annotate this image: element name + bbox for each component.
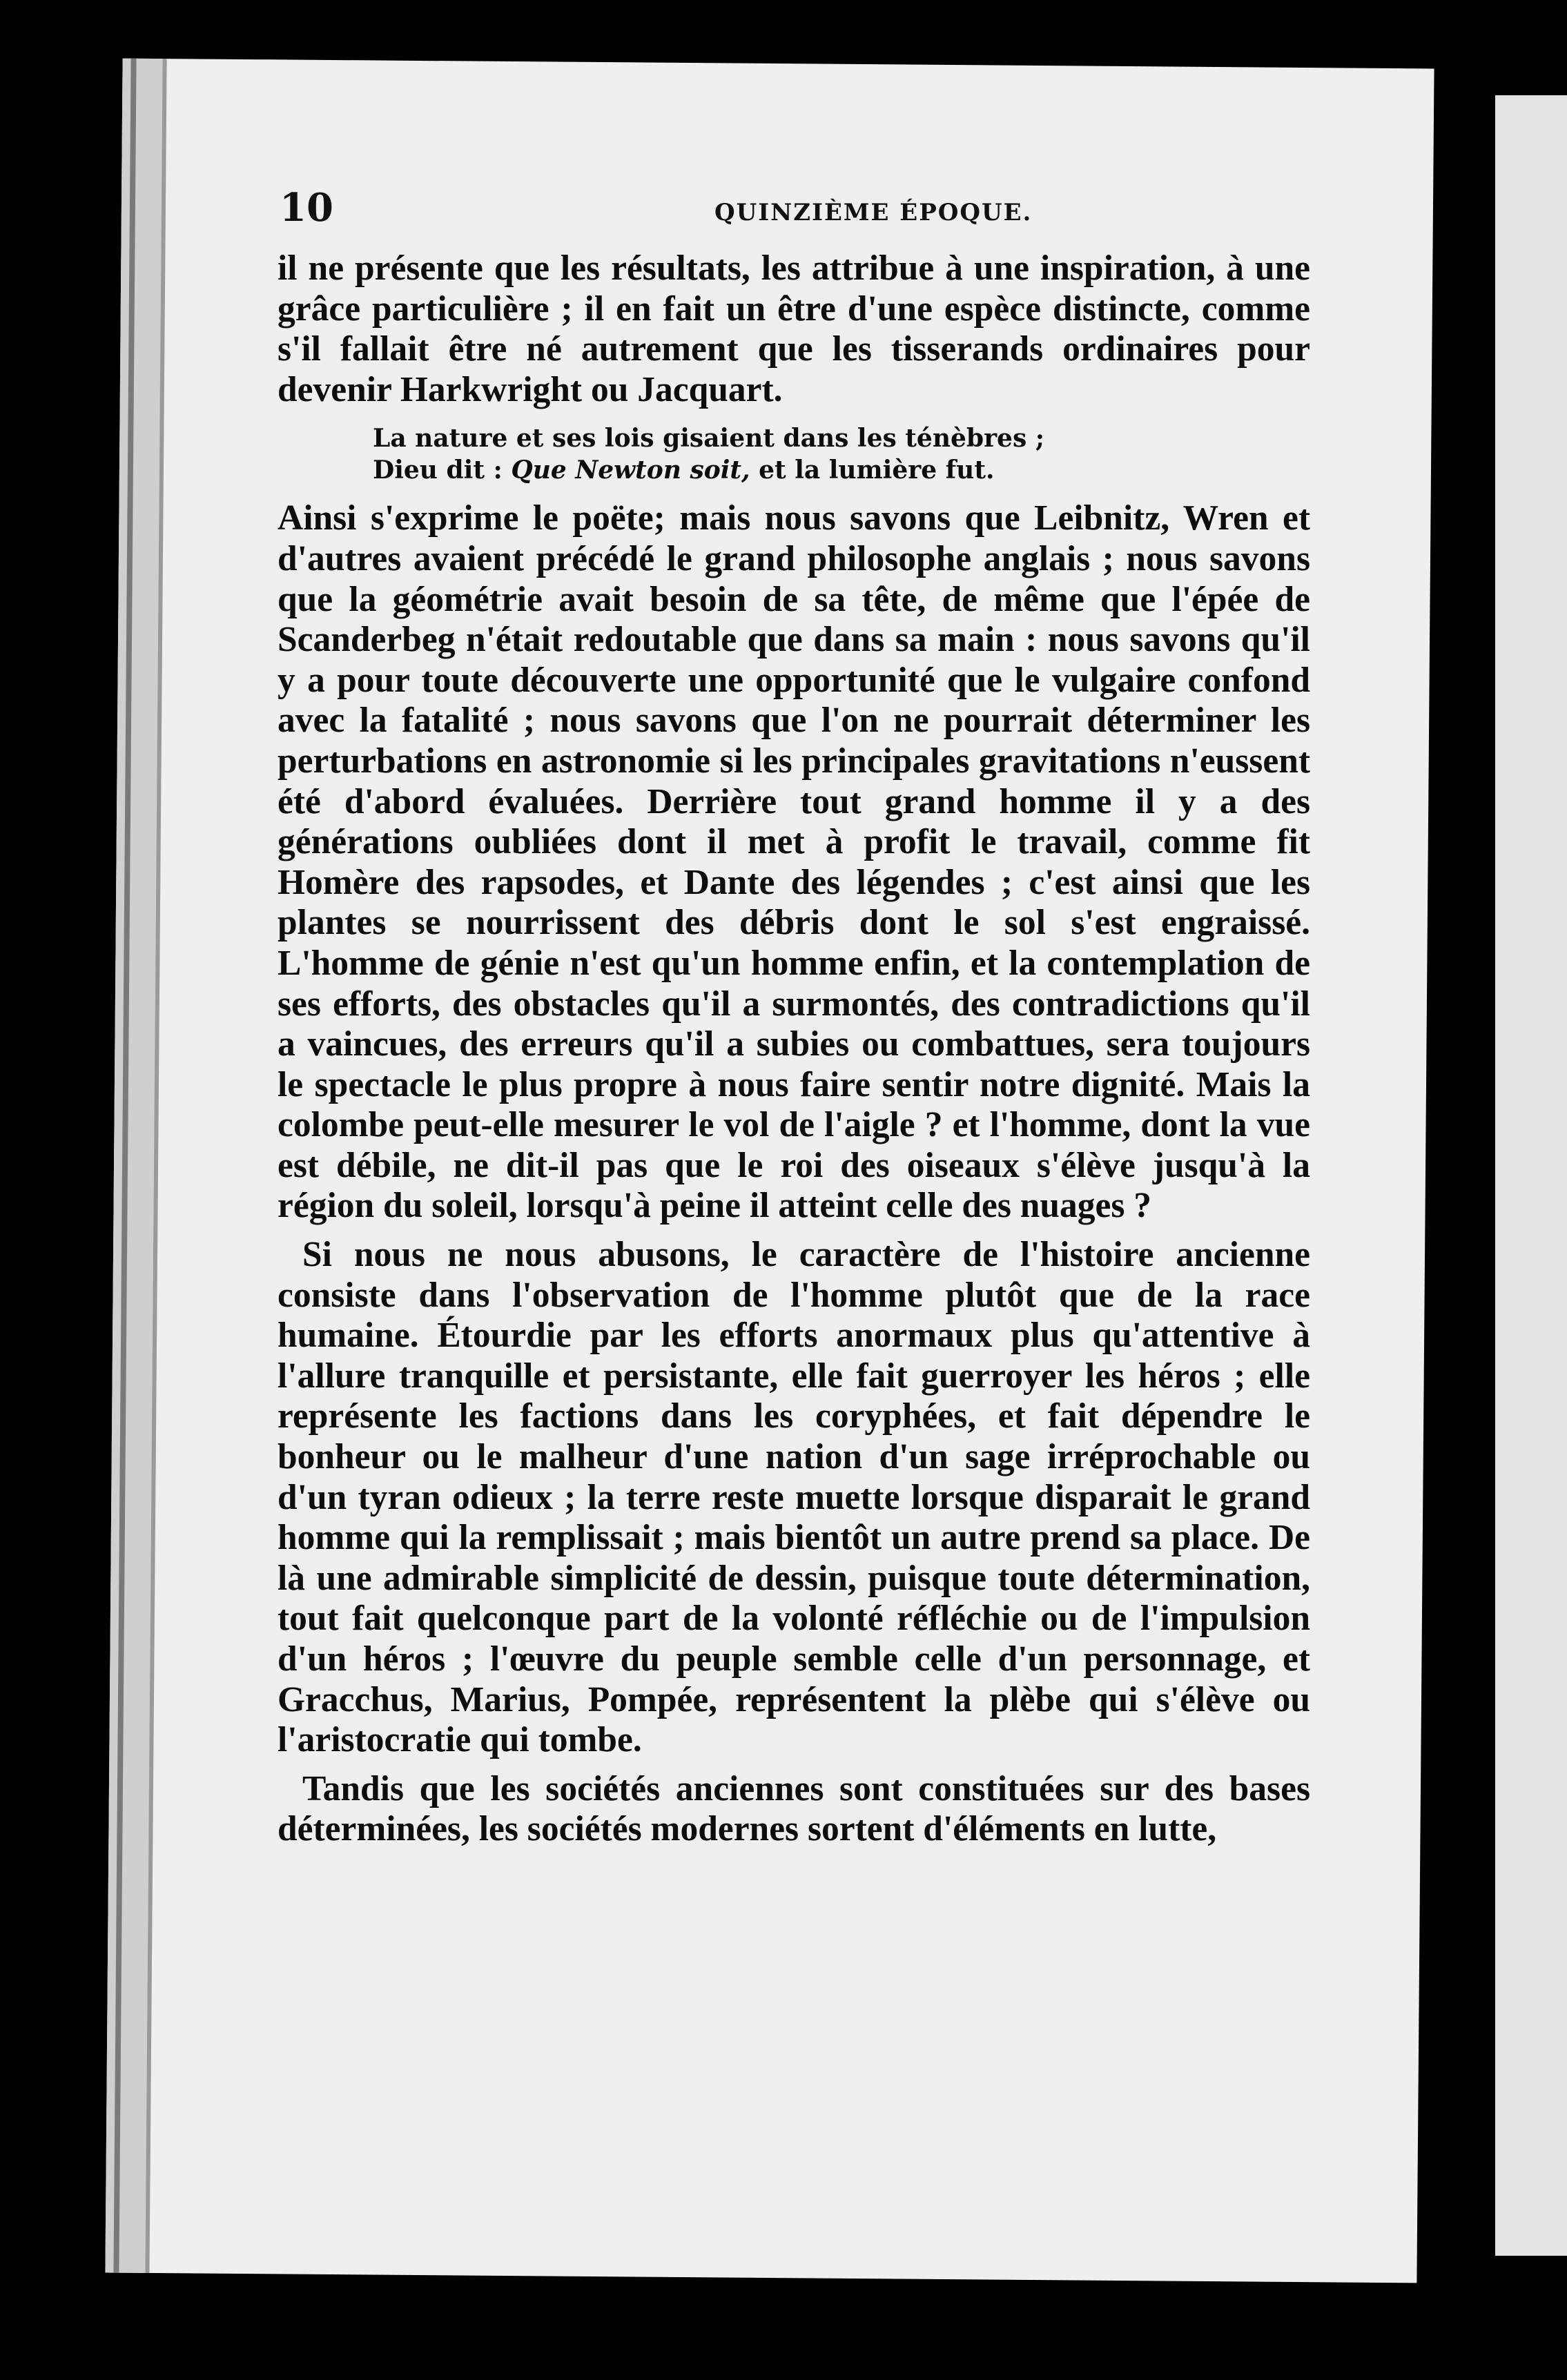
verse-line-2-italic: Que Newton soit, [511,456,750,485]
body-text [278,248,1310,1850]
binding-shadow-line [113,59,136,2273]
page-number: 10 [280,185,333,231]
adjacent-page-edge [1495,95,1567,2256]
verse-line-1: La nature et ses lois gisaient dans les ténèbres ; [373,424,1045,453]
running-head: QUINZIÈME ÉPOQUE. [714,199,1033,226]
paragraph-tandis: Tandis que les sociétés anciennes sont constituées sur des bases déterminées, les sociétés modernes sortent d'éléments en lutte, [278,1768,1310,1849]
paragraph-continuation: il ne présente que les résultats, les attribue à une inspiration, à une grâce particulière ; il en fait un être d'une espèce distincte, comme s'il fallait être né autrement que les tisserands ordinaires pour devenir Harkwright ou Jacquart. [278,248,1310,409]
paragraph-si-nous: Si nous ne nous abusons, le caractère de l'histoire ancienne consiste dans l'observation de l'homme plutôt que de la race humaine. Étourdie par les efforts anormaux plus qu'attentive à l'allure tranquille et persistante, elle fait guerroyer les héros ; elle représente les factions dans les coryphées, et fait dépendre le bonheur ou le malheur d'une nation d'un sage irréprochable ou d'un tyran odieux ; la terre reste muette lorsque disparait le grand homme qui la remplissait ; mais bientôt un autre prend sa place. De là une admirable simplicité de dessin, puisque toute détermination, tout fait quelconque part de la volonté réfléchie ou de l'impulsion d'un héros ; l'œuvre du peuple semble celle d'un personnage, et Gracchus, Marius, Pompée, représentent la plèbe qui s'élève ou l'aristocratie qui tombe. [278,1235,1310,1760]
page-header [280,179,1315,235]
page-binding-edge [105,59,166,2273]
verse-quote [373,422,1310,486]
verse-line-2-start: Dieu dit : [373,456,512,485]
verse-line-2 [373,454,1310,486]
verse-line-2-end: et la lumière fut. [750,456,995,485]
paragraph-ainsi: Ainsi s'exprime le poëte; mais nous savons que Leibnitz, Wren et d'autres avaient précédé le grand philosophe anglais ; nous savons que la géométrie avait besoin de sa tête, de même que l'épée de Scanderbeg n'était redoutable que dans sa main : nous savons qu'il y a pour toute découverte une opportunité que le vulgaire confond avec la fatalité ; nous savons que l'on ne pourrait déterminer les perturbations en astronomie si les principales gravitations n'eussent été d'abord évaluées. Derrière tout grand homme il y a des générations oubliées dont il met à profit le travail, comme fit Homère des rapsodes, et Dante des légendes ; c'est ainsi que les plantes se nourrissent des débris dont le sol s'est engraissé. L'homme de génie n'est qu'un homme enfin, et la contemplation de ses efforts, des obstacles qu'il a surmontés, des contradictions qu'il a vaincues, des erreurs qu'il a subies ou combattues, sera toujours le spectacle le plus propre à nous faire sentir notre dignité. Mais la colombe peut-elle mesurer le vol de l'aigle ? et l'homme, dont la vue est débile, ne dit-il pas que le roi des oiseaux s'élève jusqu'à la région du soleil, lorsqu'à peine il atteint celle des nuages ? [278,498,1310,1226]
